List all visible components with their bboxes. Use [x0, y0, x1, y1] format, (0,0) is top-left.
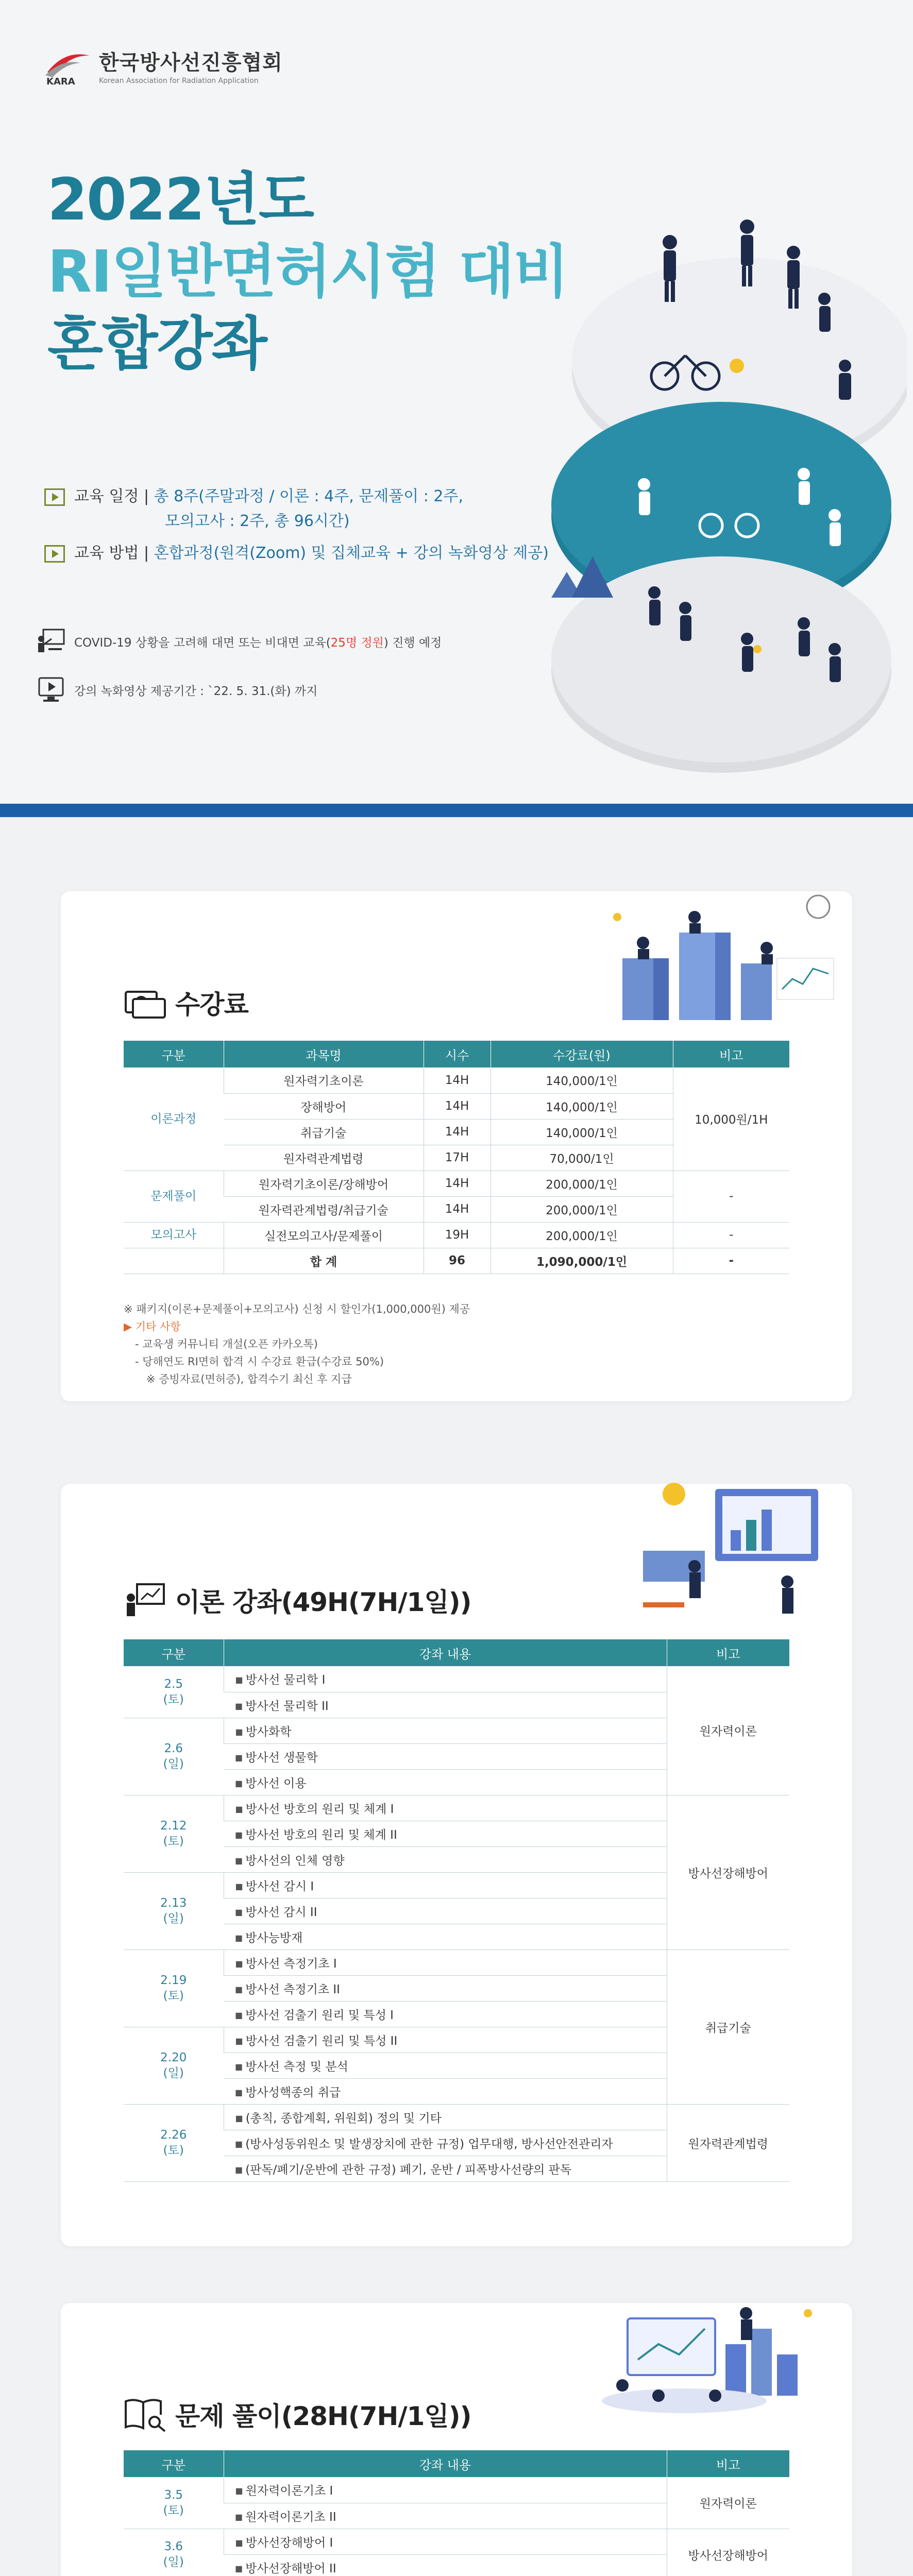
day-cell: 2.5 (토): [124, 1666, 224, 1718]
note-cell: 방사선장해방어: [667, 1795, 789, 1950]
col-content: 강좌 내용: [224, 1639, 667, 1666]
problem-heading: [124, 2396, 471, 2433]
package-discount-note: ※ 패키지(이론+문제풀이+모의고사) 신청 시 할인가(1,000,000원) 제공: [124, 1303, 470, 1315]
theory-title: 이론 강좌(49H(7H/1일)): [175, 1587, 471, 1617]
fee-cell: 140,000/1인: [491, 1093, 673, 1119]
lecture-item: ■ 방사화학: [224, 1718, 667, 1743]
lecture-item: ■ 방사선 물리학 I: [224, 1666, 667, 1692]
col-note: 비고: [673, 1041, 789, 1067]
lecture-item: ■ 방사선 측정기초 I: [224, 1950, 667, 1975]
fee-cell: 200,000/1인: [491, 1171, 673, 1196]
covid-note-text: COVID-19 상황을 고려해 대면 또는 비대면 교육(: [74, 636, 331, 650]
covid-note: [36, 628, 442, 655]
lecture-item: ■ 방사선장해방어 I: [224, 2529, 667, 2554]
day-cell: 2.20 (일): [124, 2027, 224, 2104]
fee-table: [124, 1041, 789, 1274]
schedule-value: 총 8주(주말과정 / 이론 : 4주, 문제풀이 : 2주,: [154, 487, 464, 505]
meeting-illustration: [581, 2298, 829, 2421]
lecture-item: ■ 방사선장해방어 II: [224, 2554, 667, 2576]
course-info: [44, 484, 549, 573]
table-row: [124, 2529, 789, 2554]
hours-cell: 14H: [424, 1119, 491, 1145]
note-cell: 10,000원/1H: [673, 1067, 789, 1171]
method-label: 교육 방법 |: [74, 544, 149, 562]
video-note-text: 강의 녹화영상 제공기간 : `22. 5. 31.(화) 까지: [74, 684, 318, 698]
fee-heading: [124, 984, 248, 1021]
monitor-play-icon: [36, 676, 66, 704]
lecture-item: ■ 원자력이론기초 I: [224, 2477, 667, 2503]
analysis-illustration: [612, 1479, 829, 1623]
etc-heading: ▶ 기타 사항: [124, 1320, 181, 1333]
chart-people-illustration: [602, 886, 839, 1041]
lecture-icon: [124, 1582, 167, 1618]
lecture-item: ■ 방사선 측정기초 II: [224, 1975, 667, 2001]
org-name: 한국방사선진흥협회: [99, 50, 283, 75]
money-icon: [124, 985, 167, 1021]
title-line-exam: RI일반면허시험 대비: [47, 239, 568, 306]
theory-header-row: [124, 1639, 789, 1666]
group-name: 이론과정: [124, 1067, 224, 1171]
fee-cell: 200,000/1인: [491, 1222, 673, 1248]
problem-card: [61, 2303, 852, 2576]
method-row: [44, 541, 549, 566]
day-cell: 2.12 (토): [124, 1795, 224, 1872]
theory-card: [61, 1484, 852, 2246]
fee-header-row: [124, 1041, 789, 1067]
day-cell: 3.5 (토): [124, 2477, 224, 2529]
total-row: [124, 1248, 789, 1274]
capacity-text: 25명 정원: [330, 636, 384, 650]
col-note: 비고: [667, 1639, 789, 1666]
lecture-item: ■ 방사선 감시 II: [224, 1898, 667, 1924]
col-note: 비고: [667, 2450, 789, 2477]
fee-cell: 140,000/1인: [491, 1067, 673, 1093]
section-divider-bar: [0, 804, 913, 817]
hero-illustration: [515, 196, 907, 783]
table-row: [124, 2104, 789, 2130]
covid-note-end: ) 진행 예정: [383, 636, 442, 650]
hours-cell: 17H: [424, 1145, 491, 1171]
subject-cell: 원자력관계법령/취급기술: [224, 1196, 424, 1222]
play-icon: [44, 545, 65, 563]
col-date: 구분: [124, 1639, 224, 1666]
col-fee: 수강료(원): [491, 1041, 673, 1067]
group-name: 모의고사: [124, 1222, 224, 1248]
subject-cell: 실전모의고사/문제풀이: [224, 1222, 424, 1248]
lecture-item: ■ 방사선 감시 I: [224, 1872, 667, 1898]
fee-footnotes: [124, 1300, 470, 1388]
col-content: 강좌 내용: [224, 2450, 667, 2477]
total-label: 합 계: [224, 1248, 424, 1274]
lecture-item: ■ 방사능방재: [224, 1924, 667, 1950]
lecture-item: ■ 방사선 측정 및 분석: [224, 2053, 667, 2078]
table-row: [124, 1222, 789, 1248]
logo-abbr: KARA: [46, 76, 75, 86]
schedule-label: 교육 일정 |: [74, 487, 149, 505]
theory-table: [124, 1639, 789, 2182]
kara-logo-icon: [44, 45, 92, 86]
hours-cell: 14H: [424, 1067, 491, 1093]
subject-cell: 원자력기초이론/장해방어: [224, 1171, 424, 1196]
day-cell: 3.6 (일): [124, 2529, 224, 2576]
note-cell: 방사선장해방어: [667, 2529, 789, 2576]
note-cell: 원자력관계법령: [667, 2104, 789, 2181]
group-name: 문제풀이: [124, 1171, 224, 1222]
hero-section: [0, 0, 913, 804]
title-line-course: 혼합강좌: [47, 311, 266, 378]
hours-cell: 14H: [424, 1093, 491, 1119]
org-logo[interactable]: [44, 45, 283, 86]
fee-title: 수강료: [175, 990, 248, 1020]
day-cell: 2.6 (일): [124, 1718, 224, 1795]
schedule-value-2: 모의고사 : 2주, 총 96시간): [165, 512, 350, 530]
total-note: -: [673, 1248, 789, 1274]
theory-heading: [124, 1582, 471, 1619]
note-cell: 취급기술: [667, 1950, 789, 2104]
fee-card: [61, 891, 852, 1401]
subject-cell: 원자력기초이론: [224, 1067, 424, 1093]
lecture-item: ■ (방사성동위원소 및 발생장치에 관한 규정) 업무대행, 방사선안전관리자: [224, 2130, 667, 2156]
org-subtitle: Korean Association for Radiation Application: [99, 76, 259, 85]
lecture-item: ■ (판독/폐기/운반에 관한 규정) 폐기, 운반 / 피폭방사선량의 판독: [224, 2156, 667, 2181]
lecture-item: ■ 방사선 검출기 원리 및 특성 I: [224, 2001, 667, 2027]
total-fee: 1,090,000/1인: [491, 1248, 673, 1274]
lecture-item: ■ 방사선 물리학 II: [224, 1692, 667, 1718]
lecture-item: ■ 방사선의 인체 영향: [224, 1846, 667, 1872]
title-line-year: 2022년도: [47, 166, 314, 233]
table-row: [124, 1795, 789, 1821]
schedule-row: [44, 484, 549, 534]
problem-header-row: [124, 2450, 789, 2477]
play-icon: [44, 488, 65, 506]
method-value: 혼합과정(원격(Zoom) 및 집체교육 + 강의 녹화영상 제공): [154, 544, 549, 562]
note-cell: -: [673, 1171, 789, 1222]
hero-notes: [36, 628, 442, 724]
lecture-item: ■ 원자력이론기초 II: [224, 2503, 667, 2529]
fee-cell: 200,000/1인: [491, 1196, 673, 1222]
subject-cell: 원자력관계법령: [224, 1145, 424, 1171]
subject-cell: 취급기술: [224, 1119, 424, 1145]
problem-table: [124, 2450, 789, 2576]
problem-title: 문제 풀이(28H(7H/1일)): [175, 2401, 471, 2431]
hours-cell: 14H: [424, 1171, 491, 1196]
hours-cell: 14H: [424, 1196, 491, 1222]
note-cell: 원자력이론: [667, 1666, 789, 1795]
day-cell: 2.26 (토): [124, 2104, 224, 2181]
table-row: [124, 1666, 789, 1692]
etc-item: - 교육생 커뮤니티 개설(오픈 카카오톡): [135, 1338, 318, 1350]
col-category: 구분: [124, 1041, 224, 1067]
fee-cell: 70,000/1인: [491, 1145, 673, 1171]
table-row: [124, 2477, 789, 2503]
lecture-item: ■ 방사선 검출기 원리 및 특성 II: [224, 2027, 667, 2053]
day-cell: 2.13 (일): [124, 1872, 224, 1950]
table-row: [124, 1171, 789, 1196]
lecture-item: ■ 방사선 이용: [224, 1769, 667, 1795]
total-empty-cell: [124, 1248, 224, 1274]
classroom-icon: [36, 628, 66, 655]
table-row: [124, 1067, 789, 1093]
book-search-icon: [124, 2396, 167, 2432]
total-hours: 96: [424, 1248, 491, 1274]
etc-item: - 당해연도 RI면허 합격 시 수강료 환급(수강료 50%): [135, 1355, 384, 1368]
lecture-item: ■ 방사선 방호의 원리 및 체계 I: [224, 1795, 667, 1821]
table-row: [124, 1950, 789, 1975]
lecture-item: ■ 방사선 생물학: [224, 1743, 667, 1769]
page-title: [47, 164, 568, 380]
subject-cell: 장해방어: [224, 1093, 424, 1119]
note-cell: 원자력이론: [667, 2477, 789, 2529]
lecture-item: ■ 방사선 방호의 원리 및 체계 II: [224, 1821, 667, 1846]
etc-item: ※ 증빙자료(면허증), 합격수기 최신 후 지급: [146, 1373, 352, 1385]
col-hours: 시수: [424, 1041, 491, 1067]
col-subject: 과목명: [224, 1041, 424, 1067]
lecture-item: ■ (총칙, 종합계획, 위원회) 정의 및 기타: [224, 2104, 667, 2130]
lecture-item: ■ 방사성핵종의 취급: [224, 2078, 667, 2104]
col-date: 구분: [124, 2450, 224, 2477]
day-cell: 2.19 (토): [124, 1950, 224, 2027]
hours-cell: 19H: [424, 1222, 491, 1248]
note-cell: -: [673, 1222, 789, 1248]
fee-cell: 140,000/1인: [491, 1119, 673, 1145]
video-note: [36, 676, 442, 704]
